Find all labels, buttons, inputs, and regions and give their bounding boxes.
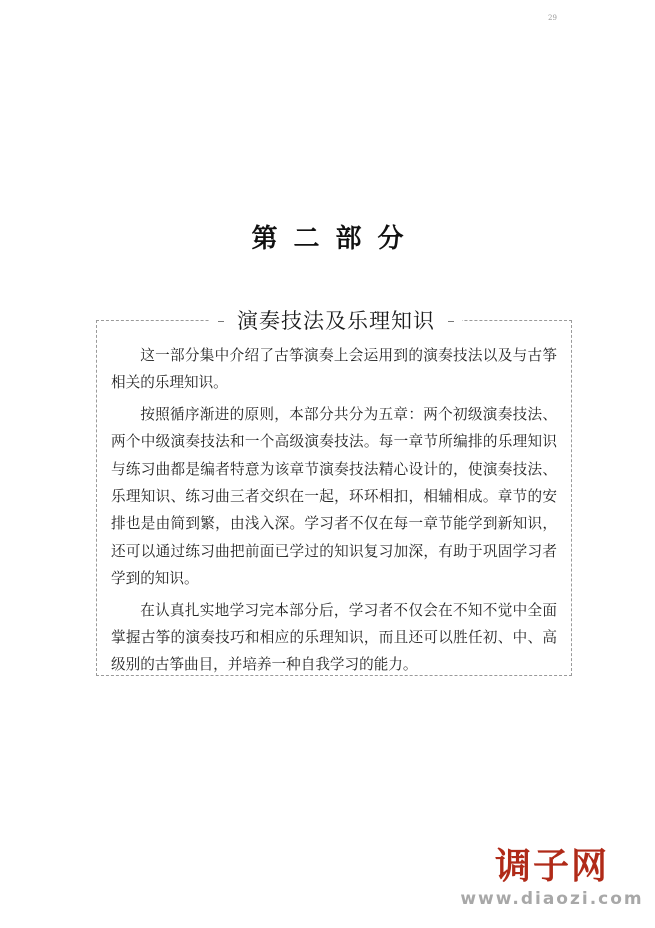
page-number: 29	[548, 14, 557, 22]
section-body	[111, 342, 557, 683]
section-title: 演奏技法及乐理知识	[210, 304, 462, 338]
watermark-url: www.diaozi.com	[460, 889, 644, 909]
watermark-site-name: 调子网	[494, 846, 609, 887]
paragraph-structure: 按照循序渐进的原则，本部分共分为五章：两个初级演奏技法、两个中级演奏技法和一个高级演奏技法。每一章节所编排的乐理知识与练习曲都是编者特意为该章节演奏技法精心设计的，使演奏技法、乐理知识、练习曲三者交织在一起，环环相扣，相辅相成。章节的安排也是由简到繁，由浅入深。学习者不仅在每一章节能学到新知识，还可以通过练习曲把前面已学过的知识复习加深，有助于巩固学习者学到的知识。	[111, 405, 557, 588]
paragraph-intro: 这一部分集中介绍了古筝演奏上会运用到的演奏技法以及与古筝相关的乐理知识。	[111, 347, 557, 392]
part-title: 第二部分	[251, 224, 420, 254]
site-watermark	[452, 846, 652, 910]
paragraph-outcome: 在认真扎实地学习完本部分后，学习者不仅会在不知不觉中全面掌握古筝的演奏技巧和相应的乐理知识，而且还可以胜任初、中、高级别的古筝曲目，并培养一种自我学习的能力。	[111, 601, 557, 674]
